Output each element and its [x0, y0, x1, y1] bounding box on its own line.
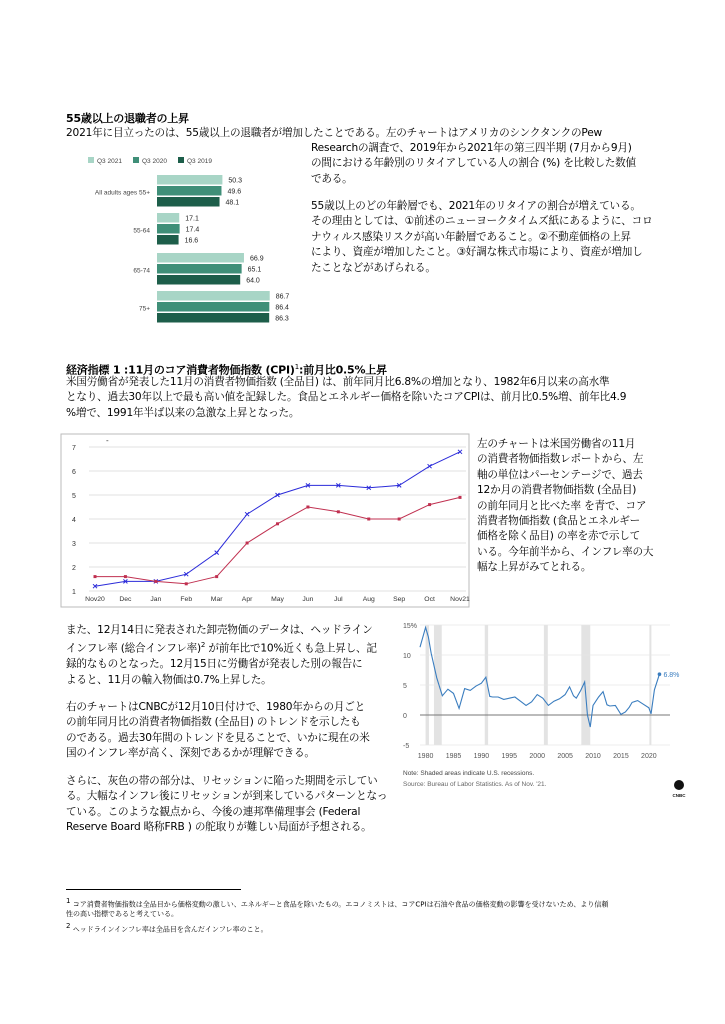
- y-tick-label: 4: [72, 517, 76, 524]
- text-line: たことなどがあげられる。: [311, 261, 436, 274]
- chart-note: Note: Shaded areas indicate U.S. recessions.: [403, 770, 535, 777]
- x-tick-label: 1990: [473, 753, 490, 760]
- bar-value-label: 17.1: [185, 215, 199, 223]
- cpi-line-chart: [60, 433, 470, 608]
- text-line: その理由としては、①前述のニューヨークタイムズ紙にあるように、コロ: [311, 215, 653, 228]
- text-line: %増で、1991年半ば以来の急激な上昇となった。: [66, 406, 300, 419]
- x-tick-label: Dec: [119, 596, 132, 603]
- series-line: [95, 497, 460, 583]
- cnbc-logo-text: CNBC: [672, 793, 686, 798]
- text-line: インフレ率 (総合インフレ率): [66, 642, 201, 655]
- data-point: [458, 450, 462, 454]
- text-line: である。: [311, 172, 353, 185]
- bar-value-label: 65.1: [247, 266, 262, 274]
- data-point: [154, 580, 157, 583]
- legend-label: Q3 2019: [187, 158, 212, 165]
- bar-value-label: 86.3: [275, 315, 289, 323]
- chart-frame: [61, 434, 469, 607]
- text-line: が前年比で10%近くも急上昇し、記: [208, 642, 377, 655]
- cnbc-cpi-chart: [398, 612, 698, 807]
- cnbc-paragraph: [66, 700, 401, 762]
- bar-value-label: 64.0: [246, 277, 260, 285]
- cnbc-peacock-icon: [674, 780, 684, 790]
- y-tick-label: 10: [403, 653, 411, 660]
- bar: [157, 186, 221, 196]
- data-point: [306, 506, 309, 509]
- end-point: [658, 672, 662, 676]
- x-tick-label: 2010: [585, 753, 601, 760]
- series-line: [420, 627, 659, 727]
- wholesale-paragraph: [66, 623, 401, 688]
- legend-label: Q3 2020: [142, 158, 167, 165]
- legend-label: Q3 2021: [97, 158, 122, 165]
- x-tick-label: 2005: [557, 753, 573, 760]
- x-tick-label: Mar: [210, 596, 223, 603]
- intro-line: 2021年に目立ったのは、55歳以上の退職者が増加したことである。左のチャートはアメリカのシンクタンクのPew: [66, 127, 602, 139]
- text-line: Reserve Board 略称FRB ) の舵取りが難しい局面が予想される。: [66, 821, 372, 834]
- text-line: 幅な上昇がみてとれる。: [477, 561, 592, 574]
- text-line: よると、11月の輸入物価は0.7%上昇した。: [66, 673, 272, 686]
- x-tick-label: Nov21: [450, 596, 470, 603]
- heading-text: :前月比0.5%上昇: [299, 363, 387, 377]
- bar-value-label: 49.6: [227, 188, 242, 196]
- footnote-ref[interactable]: 1: [294, 363, 299, 371]
- y-tick-label: -5: [403, 743, 410, 750]
- chart-title: -: [106, 436, 109, 445]
- pew-paragraph: [311, 141, 691, 187]
- reasons-paragraph: [311, 199, 691, 276]
- bar: [157, 224, 180, 234]
- x-tick-label: 1995: [501, 753, 518, 760]
- bar: [157, 235, 179, 245]
- data-point: [215, 575, 218, 578]
- bar: [157, 253, 244, 263]
- data-point: [459, 496, 462, 499]
- text-line: 国のインフレ率が高く、深刻であるかが理解できる。: [66, 747, 315, 760]
- footnotes: [66, 896, 676, 935]
- bar: [157, 213, 179, 223]
- chart-description: [477, 437, 677, 576]
- bar: [157, 291, 270, 301]
- text-line: の間における年齢別のリタイアしている人の割合 (%) を比較した数値: [311, 157, 636, 170]
- text-line: る。大幅なインフレ後にリセッションが到来しているパターンとなっ: [66, 790, 388, 803]
- text-line: のである。過去30年間のトレンドを見ることで、いかに現在の米: [66, 731, 370, 744]
- x-tick-label: Feb: [180, 596, 193, 603]
- footnote-divider: [66, 889, 241, 890]
- category-label: 55-64: [133, 227, 150, 235]
- x-tick-label: Apr: [241, 596, 253, 603]
- data-point: [428, 503, 431, 506]
- footnote-text: ヘッドラインインフレ率は全品目を含んだインフレ率のこと。: [72, 925, 268, 934]
- y-tick-label: 15%: [403, 623, 418, 630]
- text-line: により、資産が増加したこと。③好調な株式市場により、資産が増加し: [311, 246, 643, 259]
- x-tick-label: Nov20: [85, 596, 105, 603]
- legend-swatch: [88, 157, 94, 163]
- section-heading-retirees: 55歳以上の退職者の上昇: [66, 112, 189, 125]
- text-line: 消費者物価指数 (食品とエネルギー: [477, 515, 641, 528]
- bar: [157, 275, 240, 285]
- x-tick-label: 2000: [529, 753, 545, 760]
- text-line: いる。今年前半から、インフレ率の大: [477, 545, 654, 558]
- data-point: [398, 518, 401, 521]
- text-line: 右のチャートはCNBCが12月10日付けで、1980年からの月ごと: [66, 701, 366, 713]
- footnote-text: コア消費者物価指数は全品目から価格変動の激しい、エネルギーと食品を除いたもの。エコノミストは、コアCPIは石油や食品の価格変動の影響を受けないため、より信頼: [72, 900, 609, 909]
- y-tick-label: 5: [72, 493, 76, 500]
- data-point: [245, 512, 249, 516]
- y-tick-label: 1: [72, 589, 76, 596]
- x-tick-label: Jan: [150, 596, 162, 603]
- category-label: 65-74: [133, 267, 150, 275]
- legend-swatch: [133, 157, 139, 163]
- text-line: 録的なものとなった。12月15日に労働省が発表した別の報告に: [66, 658, 363, 671]
- bar-value-label: 16.6: [184, 237, 199, 245]
- x-tick-label: 2020: [641, 753, 657, 760]
- x-tick-label: 1980: [417, 753, 434, 760]
- text-line: の前年同月と比べた率 を青で、コア: [477, 499, 647, 512]
- y-tick-label: 3: [72, 541, 76, 548]
- x-tick-label: Aug: [362, 596, 375, 603]
- text-line: 左のチャートは米国労働省の11月: [477, 438, 636, 450]
- x-tick-label: 2015: [613, 753, 629, 760]
- text-line: の前年同月比の消費者物価指数 (全品目) のトレンドを示したも: [66, 716, 361, 729]
- x-tick-label: Sep: [393, 596, 406, 603]
- text-line: 価格を除く品目) の率を赤で示して: [477, 530, 641, 543]
- text-line: ナウィルス感染リスクが高い年齢層であること。②不動産価格の上昇: [311, 230, 631, 243]
- bar: [157, 175, 222, 185]
- bar: [157, 264, 242, 274]
- bar-value-label: 48.1: [225, 199, 240, 207]
- text-line: Researchの調査で、2019年から2021年の第三四半期 (7月から9月): [311, 142, 632, 154]
- bar-value-label: 86.7: [275, 293, 290, 301]
- bar-value-label: 50.3: [228, 177, 243, 185]
- recession-paragraph: [66, 774, 401, 836]
- bar-value-label: 86.4: [275, 304, 289, 312]
- category-label: 75+: [138, 305, 150, 313]
- text-line: 米国労働省が発表した11月の消費者物価指数 (全品目) は、前年同月比6.8%の増加となり、1982年6月以来の高水準: [66, 376, 610, 388]
- x-tick-label: Jul: [333, 596, 343, 603]
- footnote-number: 1: [66, 897, 71, 905]
- data-point: [337, 510, 340, 513]
- y-tick-label: 7: [72, 445, 76, 452]
- data-point: [215, 551, 219, 555]
- text-line: 軸の単位はパーセンテージで、過去: [477, 468, 643, 481]
- end-value-label: 6.8%: [663, 672, 680, 680]
- bar: [157, 313, 269, 323]
- text-line: さらに、灰色の帯の部分は、リセッションに陥った期間を示してい: [66, 775, 378, 787]
- text-line: ている。このような観点から、今後の連邦準備理事会 (Federal: [66, 805, 361, 818]
- data-point: [185, 582, 188, 585]
- x-tick-label: 1985: [445, 753, 462, 760]
- data-point: [246, 542, 249, 545]
- bar: [157, 302, 269, 312]
- footnote-number: 2: [66, 922, 71, 931]
- cpi-paragraph: [66, 375, 666, 421]
- text-line: 12か月の消費者物価指数 (全品目): [477, 484, 637, 497]
- bar-value-label: 66.9: [249, 255, 264, 263]
- bar: [157, 197, 220, 207]
- y-tick-label: 2: [72, 565, 76, 572]
- legend-swatch: [178, 157, 184, 163]
- text-line: の消費者物価指数レポートから、左: [477, 453, 644, 466]
- x-tick-label: Oct: [424, 596, 435, 603]
- y-tick-label: 0: [403, 713, 407, 720]
- category-label: All adults ages 55+: [94, 189, 150, 197]
- data-point: [367, 518, 370, 521]
- footnote-text: 性の高い指標であると考えている。: [66, 910, 178, 919]
- data-point: [276, 522, 279, 525]
- y-tick-label: 6: [72, 469, 76, 476]
- text-line: となり、過去30年以上で最も高い値を記録した。食品とエネルギー価格を除いたコアCPIは、前月比0.5%増、前年比4.9: [66, 391, 627, 404]
- data-point: [428, 464, 432, 468]
- x-tick-label: Jun: [302, 596, 314, 603]
- y-tick-label: 5: [403, 683, 407, 690]
- retirement-bar-chart: [78, 150, 290, 325]
- data-point: [124, 575, 127, 578]
- text-line: 55歳以上のどの年齢層でも、2021年のリタイアの割合が増えている。: [311, 200, 641, 212]
- footnote-ref[interactable]: 2: [200, 641, 206, 650]
- heading-text: 経済指標 1 :11月のコア消費者物価指数 (CPI): [66, 363, 295, 377]
- text-line: また、12月14日に発表された卸売物価のデータは、ヘッドライン: [66, 624, 373, 636]
- x-tick-label: May: [271, 596, 284, 603]
- data-point: [94, 575, 97, 578]
- bar-value-label: 17.4: [185, 226, 200, 234]
- chart-source: Source: Bureau of Labor Statistics. As of Nov. '21.: [403, 781, 547, 788]
